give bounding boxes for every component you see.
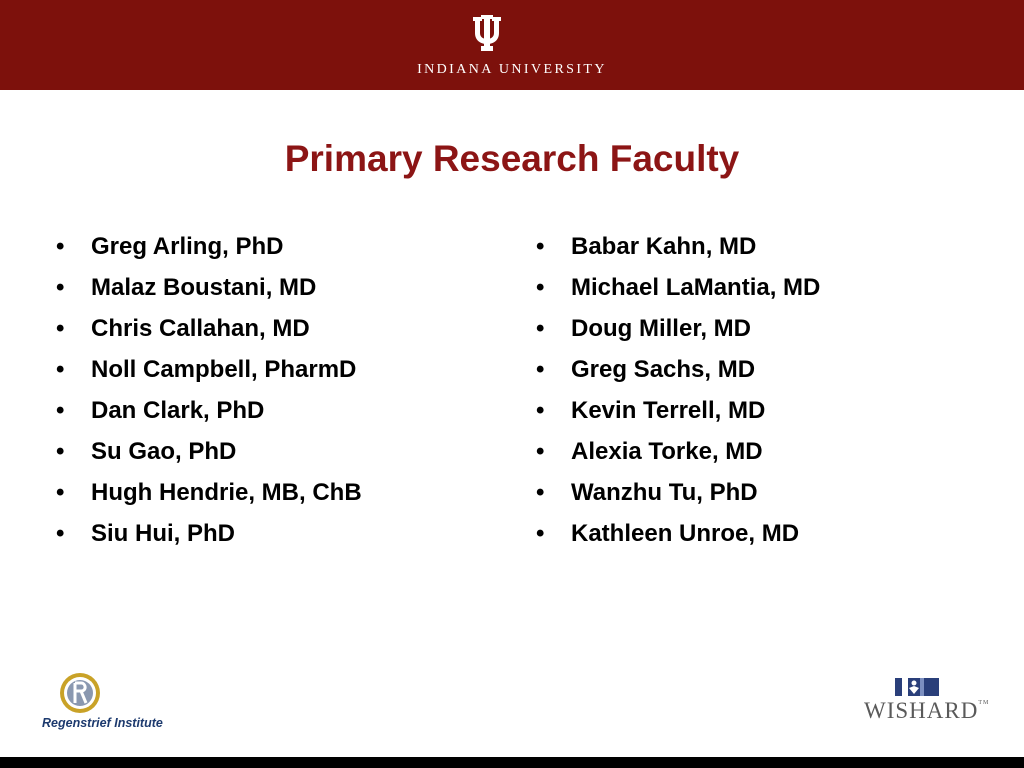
faculty-list-item xyxy=(536,431,820,472)
bullet-mark: • xyxy=(56,315,65,342)
faculty-name: Dan Clark, PhD xyxy=(91,397,265,424)
bullet-mark: • xyxy=(56,479,65,506)
bullet-mark: • xyxy=(56,397,65,424)
bullet-mark: • xyxy=(56,233,65,260)
faculty-name: Wanzhu Tu, PhD xyxy=(571,479,758,506)
bullet-mark: • xyxy=(536,274,545,301)
bullet-mark: • xyxy=(56,438,65,465)
bullet-mark: • xyxy=(536,233,545,260)
faculty-list-item xyxy=(536,390,820,431)
faculty-name: Greg Arling, PhD xyxy=(91,233,284,260)
faculty-name: Doug Miller, MD xyxy=(571,315,751,342)
bullet-mark: • xyxy=(536,520,545,547)
university-name: INDIANA UNIVERSITY xyxy=(417,62,607,77)
bullet-mark: • xyxy=(536,356,545,383)
faculty-list-item xyxy=(536,472,820,513)
faculty-name: Malaz Boustani, MD xyxy=(91,274,317,301)
faculty-list-item xyxy=(536,513,820,554)
faculty-list-item xyxy=(56,308,362,349)
bullet-mark: • xyxy=(56,356,65,383)
faculty-name: Alexia Torke, MD xyxy=(571,438,763,465)
faculty-list-item xyxy=(56,513,362,554)
trademark-mark: TM xyxy=(978,700,990,706)
regenstrief-institute-label: Regenstrief Institute xyxy=(42,716,163,730)
faculty-name: Hugh Hendrie, MB, ChB xyxy=(91,479,362,506)
faculty-list-item xyxy=(536,267,820,308)
bullet-mark: • xyxy=(536,397,545,424)
faculty-name: Greg Sachs, MD xyxy=(571,356,756,383)
faculty-list-item xyxy=(56,267,362,308)
faculty-list-left xyxy=(56,226,362,554)
faculty-name: Babar Kahn, MD xyxy=(571,233,757,260)
iu-trident-icon xyxy=(470,13,504,53)
faculty-list-item xyxy=(536,308,820,349)
faculty-name: Noll Campbell, PharmD xyxy=(91,356,357,383)
faculty-name: Michael LaMantia, MD xyxy=(571,274,821,301)
faculty-list-item xyxy=(536,226,820,267)
faculty-list-item xyxy=(56,431,362,472)
bullet-mark: • xyxy=(536,479,545,506)
faculty-list-item xyxy=(536,349,820,390)
header-bar xyxy=(0,0,1024,90)
faculty-list-item xyxy=(56,349,362,390)
slide-title: Primary Research Faculty xyxy=(284,138,740,179)
wishard-label: WISHARD™ xyxy=(864,698,990,723)
faculty-name: Chris Callahan, MD xyxy=(91,315,310,342)
faculty-list-right xyxy=(536,226,820,554)
faculty-list-item xyxy=(56,472,362,513)
faculty-name: Su Gao, PhD xyxy=(91,438,237,465)
bullet-mark: • xyxy=(56,520,65,547)
faculty-list-item xyxy=(56,390,362,431)
bullet-mark: • xyxy=(536,315,545,342)
footer-bar xyxy=(0,757,1024,768)
bullet-mark: • xyxy=(56,274,65,301)
faculty-name: Kathleen Unroe, MD xyxy=(571,520,800,547)
faculty-name: Kevin Terrell, MD xyxy=(571,397,766,424)
faculty-name: Siu Hui, PhD xyxy=(91,520,235,547)
faculty-list-item xyxy=(56,226,362,267)
bullet-mark: • xyxy=(536,438,545,465)
